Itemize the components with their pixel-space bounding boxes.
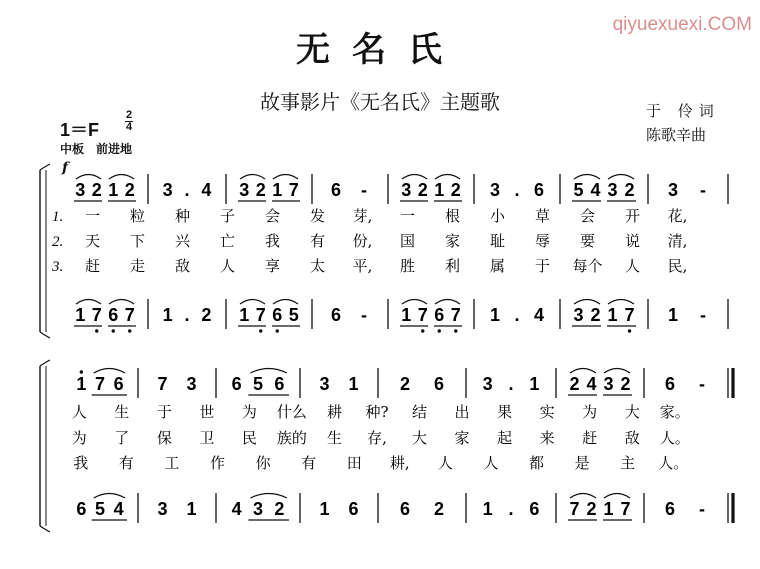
system2-lyric-word: 生 xyxy=(114,403,130,421)
system1-lower-low-dot xyxy=(112,329,115,332)
system1-lower-note: - xyxy=(361,305,367,325)
system2-lyric-word: 于 xyxy=(156,403,172,421)
system1-upper-slur xyxy=(76,175,101,180)
system1-lyric-word: 花, xyxy=(667,207,688,225)
system2-upper-note: 3 xyxy=(319,374,330,394)
tempo-marking: 中板 前进地 xyxy=(60,142,133,156)
system1-upper-slur xyxy=(574,175,600,180)
system2-lyric-word: 耕 xyxy=(326,403,342,421)
system1-upper-note: 1 xyxy=(272,180,283,200)
system1-lower-note: 1 xyxy=(75,305,86,325)
system2-lyric-word: 敌 xyxy=(624,429,640,447)
system1-lower-slur xyxy=(109,300,134,305)
system2-lower-note: 1 xyxy=(186,499,197,519)
system2-lower-note: 1 xyxy=(319,499,330,519)
system1-upper-note: 5 xyxy=(573,180,584,200)
key-signature: 1＝F xyxy=(60,120,100,140)
system2-lower-note: - xyxy=(699,499,705,519)
system2-lyric-word: 保 xyxy=(156,429,172,447)
system2-lyric-word: 作 xyxy=(209,454,226,472)
system2-lyric-word: 人 xyxy=(71,403,87,421)
system1-bracket-cap-bottom xyxy=(40,332,50,338)
system2-lower-note: 2 xyxy=(433,499,445,519)
system2-lyric-word: 耕, xyxy=(389,454,410,472)
system2-upper-high-dot xyxy=(80,370,83,373)
system2-lower-note: 7 xyxy=(620,499,631,519)
system1-lyric-word: 辱 xyxy=(534,232,551,250)
time-numerator: 2 xyxy=(125,109,133,121)
system1-lyric-word: 天 xyxy=(84,232,101,250)
system1-lyric-word: 于 xyxy=(534,257,551,275)
system1-lower-note: 2 xyxy=(201,305,212,325)
system2-lyric-word: 有 xyxy=(118,454,134,472)
system1-lower-note: 1 xyxy=(489,305,501,325)
system2-lyric-word: 主 xyxy=(620,454,636,472)
system2-lower-note: 1 xyxy=(482,499,493,519)
song-title: 无名氏 xyxy=(296,30,464,70)
system2-lower-note: 6 xyxy=(529,499,540,519)
system1-lyric-word: 份, xyxy=(352,232,373,250)
system1-upper-slur xyxy=(402,175,427,180)
system1-lyric-word: 享 xyxy=(264,257,281,275)
system1-lower-slur xyxy=(273,300,298,305)
system1-lyric-word: 下 xyxy=(129,232,146,250)
system1-lyric-word: 发 xyxy=(309,207,326,225)
system1-lyric-word: 会 xyxy=(579,207,596,225)
system1-lower-note: 7 xyxy=(417,305,428,325)
system2-lyric-word: 为 xyxy=(241,403,257,421)
system1-lyric-word: 属 xyxy=(489,257,506,275)
system2-lyric-word: 存, xyxy=(367,429,387,447)
system1-upper-slur xyxy=(240,175,265,180)
system1-lyric-word: 赶 xyxy=(84,257,101,275)
system1-upper-note: - xyxy=(361,180,367,200)
system2-upper-note: 6 xyxy=(274,374,285,394)
system1-lower-low-dot xyxy=(421,329,424,332)
system2-upper-note: 6 xyxy=(113,374,124,394)
system1-upper-note: 4 xyxy=(590,180,601,200)
system1-lower-note: 1 xyxy=(607,305,618,325)
system2-bracket-cap-top xyxy=(40,360,50,366)
system1-lower-note: 7 xyxy=(255,305,266,325)
system2-lower-note: 2 xyxy=(586,499,597,519)
system2-upper-slur xyxy=(250,369,287,374)
system2-lyric-word: 赶 xyxy=(582,429,598,447)
system2-lyric-word: 什么 xyxy=(276,403,307,421)
system1-lyric-word: 会 xyxy=(264,207,281,225)
system1-lyric-word: 人 xyxy=(624,257,641,275)
system1-upper-note: 3 xyxy=(239,180,250,200)
system1-lower-note: 1 xyxy=(239,305,250,325)
system2-upper-note: 3 xyxy=(482,374,493,394)
system1-upper-slur xyxy=(273,175,298,180)
system1-verse-number: 3. xyxy=(52,259,64,275)
system2-lyric-word: 人。 xyxy=(659,429,690,447)
system2-lyric-word: 来 xyxy=(539,429,555,447)
system1-lower-note: 7 xyxy=(624,305,635,325)
system2-upper-note: . xyxy=(508,374,514,394)
system2-lyric-word: 是 xyxy=(574,454,590,472)
system1-upper-note: 4 xyxy=(201,180,212,200)
system1-upper-slur xyxy=(608,175,634,180)
system2-lyric-word: 家。 xyxy=(659,403,690,421)
system1-lyric-word: 耻 xyxy=(489,232,506,250)
system2-upper-note: 3 xyxy=(603,374,614,394)
system1-lyric-word: 芽, xyxy=(352,207,373,225)
system2-lower-note: . xyxy=(508,499,514,519)
system2-lyric-word: 卫 xyxy=(199,429,215,447)
system1-lyric-word: 草 xyxy=(534,207,551,225)
lyricist-credit: 于 伶词 xyxy=(646,102,720,120)
system1-lyric-word: 平, xyxy=(352,257,373,275)
system1-verse-number: 2. xyxy=(52,234,64,250)
system1-lower-note: 4 xyxy=(533,305,545,325)
system1-upper-note: . xyxy=(514,180,520,200)
system2-lyric-word: 你 xyxy=(255,454,271,472)
system1-upper-note: 2 xyxy=(417,180,428,200)
system2-lower-note: 4 xyxy=(231,499,242,519)
system1-lyric-word: 种 xyxy=(174,207,191,225)
system2-lyric-word: 人。 xyxy=(658,454,689,472)
system1-lyric-word: 我 xyxy=(264,232,281,250)
system1-lower-slur xyxy=(574,300,600,305)
system1-lower-low-dot xyxy=(438,329,441,332)
system2-lyric-word: 我 xyxy=(73,454,89,472)
system1-lower-note: 6 xyxy=(108,305,119,325)
system2-upper-note: 1 xyxy=(348,374,359,394)
system2-lyric-word: 田 xyxy=(346,454,362,472)
system1-lower-note: 1 xyxy=(667,305,679,325)
system1-lower-low-dot xyxy=(276,329,279,332)
system1-upper-note: 6 xyxy=(533,180,545,200)
system1-lower-note: 1 xyxy=(401,305,412,325)
system2-lyric-word: 人 xyxy=(483,454,499,472)
system1-upper-note: 2 xyxy=(450,180,461,200)
system1-upper-note: 3 xyxy=(401,180,412,200)
system2-lower-slur xyxy=(604,494,630,499)
system1-upper-note: 3 xyxy=(607,180,618,200)
system1-lower-note: 2 xyxy=(590,305,601,325)
system1-upper-note: 1 xyxy=(434,180,445,200)
system2-upper-note: 2 xyxy=(620,374,631,394)
system2-lyric-word: 族的 xyxy=(276,429,307,447)
system1-lyric-word: 亡 xyxy=(219,232,236,250)
system2-bracket-cap-bottom xyxy=(40,526,50,532)
system2-lower-slur xyxy=(570,494,596,499)
system1-lower-slur xyxy=(402,300,427,305)
system2-lower-slur xyxy=(250,494,287,499)
system1-lower-note: 7 xyxy=(124,305,135,325)
dynamic-marking: f xyxy=(62,160,69,176)
system1-lower-slur xyxy=(435,300,460,305)
system2-lyric-word: 实 xyxy=(539,403,555,421)
system1-lower-note: . xyxy=(514,305,520,325)
system1-lyric-word: 说 xyxy=(624,232,641,250)
system1-lower-note: 5 xyxy=(288,305,299,325)
system2-upper-slur xyxy=(604,369,630,374)
system1-lower-note: 3 xyxy=(573,305,584,325)
system2-lower-note: 3 xyxy=(252,499,264,519)
system1-lower-note: 1 xyxy=(162,305,173,325)
system1-lyric-word: 国 xyxy=(399,232,416,250)
system2-lower-slur xyxy=(94,494,125,499)
system2-lower-note: 4 xyxy=(113,499,124,519)
time-denominator: 4 xyxy=(125,121,133,133)
system1-lyric-word: 粒 xyxy=(129,207,146,225)
system1-upper-note: 2 xyxy=(624,180,635,200)
system2-upper-note: 4 xyxy=(586,374,597,394)
system2-lower-note: 5 xyxy=(94,499,106,519)
system1-lyric-word: 开 xyxy=(624,207,641,225)
system1-lower-note: - xyxy=(700,305,706,325)
system2-lyric-word: 工 xyxy=(164,454,180,472)
system2-lyric-word: 出 xyxy=(454,403,470,421)
system1-lyric-word: 要 xyxy=(579,232,596,250)
system1-lyric-word: 根 xyxy=(444,207,461,225)
system1-lower-note: 6 xyxy=(434,305,445,325)
system1-upper-slur xyxy=(435,175,460,180)
system1-lower-slur xyxy=(608,300,634,305)
system1-lyric-word: 利 xyxy=(444,257,461,275)
system2-upper-note: 6 xyxy=(433,374,445,394)
system1-lower-note: . xyxy=(184,305,190,325)
system2-lyric-word: 为 xyxy=(582,403,598,421)
system1-lyric-word: 一 xyxy=(399,207,416,225)
system1-verse-number: 1. xyxy=(52,209,64,225)
system1-lyric-word: 一 xyxy=(84,207,101,225)
system2-lower-note: 6 xyxy=(664,499,676,519)
system1-upper-note: 2 xyxy=(91,180,102,200)
system2-upper-note: 2 xyxy=(399,374,411,394)
system1-upper-note: 2 xyxy=(124,180,135,200)
system1-lyric-word: 小 xyxy=(489,207,506,225)
system2-upper-note: 5 xyxy=(252,374,264,394)
system1-lower-low-dot xyxy=(628,329,631,332)
system1-upper-note: - xyxy=(700,180,706,200)
system2-lyric-word: 人 xyxy=(437,454,453,472)
system2-lyric-word: 有 xyxy=(301,454,317,472)
system2-upper-slur xyxy=(570,369,596,374)
system2-lyric-word: 起 xyxy=(497,429,513,447)
system2-upper-note: - xyxy=(699,374,705,394)
system1-lower-note: 6 xyxy=(330,305,342,325)
system1-lower-low-dot xyxy=(454,329,457,332)
system1-lyric-word: 清, xyxy=(667,232,688,250)
composer-credit: 陈歌辛曲 xyxy=(646,126,707,144)
system2-lower-note: 7 xyxy=(569,499,580,519)
system2-lower-note: 1 xyxy=(603,499,614,519)
system1-upper-note: 7 xyxy=(288,180,299,200)
system1-lyric-word: 每个 xyxy=(572,257,603,275)
system1-upper-note: 3 xyxy=(162,180,173,200)
system1-upper-note: 3 xyxy=(75,180,86,200)
system1-upper-note: 3 xyxy=(489,180,501,200)
system2-lyric-word: 大 xyxy=(412,429,428,447)
system2-lyric-word: 为 xyxy=(71,429,87,447)
system2-upper-slur xyxy=(94,369,125,374)
system2-upper-note: 3 xyxy=(186,374,197,394)
song-subtitle: 故事影片《无名氏》主题歌 xyxy=(260,90,500,114)
system2-lyric-word: 结 xyxy=(412,403,428,421)
system2-upper-note: 7 xyxy=(94,374,106,394)
system1-upper-note: 3 xyxy=(667,180,679,200)
system2-lyric-word: 生 xyxy=(326,429,342,447)
system2-upper-note: 1 xyxy=(529,374,540,394)
system1-lyric-word: 胜 xyxy=(399,257,416,275)
system2-upper-note: 2 xyxy=(569,374,580,394)
system2-lyric-word: 了 xyxy=(114,429,130,447)
system1-lyric-word: 民, xyxy=(667,257,688,275)
system2-upper-note: 1 xyxy=(76,374,87,394)
system1-lower-note: 6 xyxy=(272,305,283,325)
system2-lower-note: 6 xyxy=(399,499,411,519)
system2-lyric-word: 世 xyxy=(199,403,215,421)
site-watermark: qiyuexuexi.COM xyxy=(612,14,752,35)
system1-lyric-word: 兴 xyxy=(174,232,191,250)
system1-lyric-word: 家 xyxy=(444,232,461,250)
system1-lyric-word: 太 xyxy=(309,257,326,275)
system2-upper-note: 6 xyxy=(664,374,676,394)
system2-lyric-word: 都 xyxy=(528,454,545,472)
system1-lower-low-dot xyxy=(128,329,131,332)
system1-lower-slur xyxy=(76,300,101,305)
system1-lower-slur xyxy=(240,300,265,305)
system1-lyric-word: 敌 xyxy=(174,257,191,275)
system1-lower-low-dot xyxy=(259,329,262,332)
system1-lyric-word: 走 xyxy=(129,257,146,275)
system1-upper-note: 1 xyxy=(108,180,119,200)
system2-lyric-word: 果 xyxy=(497,403,513,421)
system2-lower-note: 3 xyxy=(157,499,168,519)
system2-lower-note: 2 xyxy=(274,499,285,519)
system2-upper-note: 6 xyxy=(231,374,242,394)
system1-lower-note: 7 xyxy=(450,305,461,325)
system2-lower-note: 6 xyxy=(76,499,87,519)
system2-lyric-word: 大 xyxy=(624,403,640,421)
system2-lyric-word: 家 xyxy=(454,429,470,447)
system2-lyric-word: 民 xyxy=(241,429,257,447)
system1-lyric-word: 人 xyxy=(219,257,236,275)
system2-lyric-word: 种? xyxy=(365,403,389,421)
system1-upper-note: 2 xyxy=(255,180,266,200)
system1-lyric-word: 子 xyxy=(219,207,236,225)
system2-lower-note: 6 xyxy=(348,499,359,519)
system1-lower-note: 7 xyxy=(91,305,102,325)
system1-upper-slur xyxy=(109,175,134,180)
system1-upper-note: . xyxy=(184,180,190,200)
system1-bracket-cap-top xyxy=(40,164,50,170)
system1-lyric-word: 有 xyxy=(309,232,326,250)
system2-upper-note: 7 xyxy=(157,374,168,394)
system1-upper-note: 6 xyxy=(330,180,342,200)
system1-lower-low-dot xyxy=(95,329,98,332)
